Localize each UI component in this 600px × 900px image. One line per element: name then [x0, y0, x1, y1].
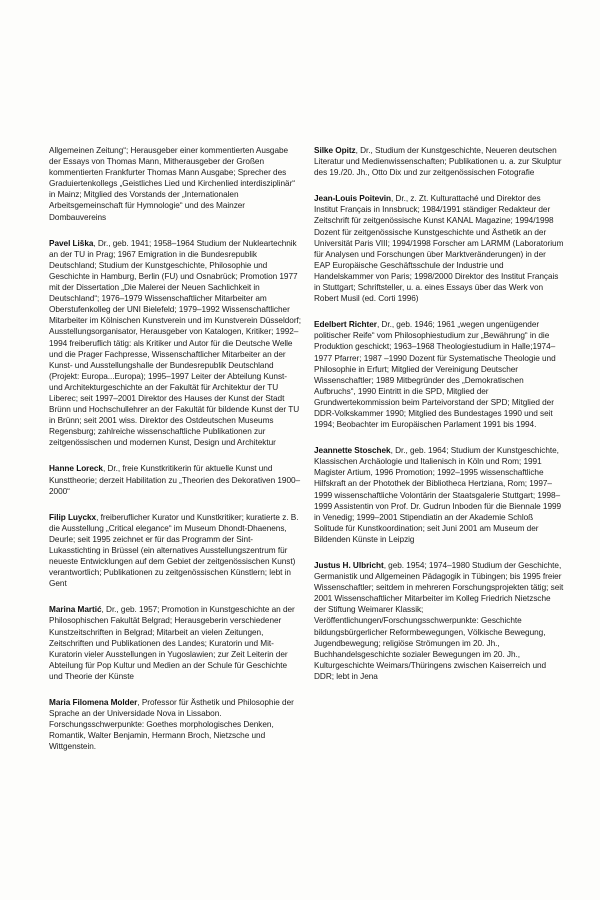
- bio-name: Edelbert Richter: [314, 320, 377, 330]
- left-column: [49, 145, 301, 768]
- bio-entry-martic: [49, 604, 301, 682]
- right-column: [314, 145, 564, 697]
- bio-entry-molder: [49, 697, 301, 752]
- bio-text: , freiberuflicher Kurator und Kunstkritiker; kuratierte z. B. die Ausstellung „Critical elegance“ im Museum Dhondt-Dhaenens, Deurle; seit 1995 zeichnet er für das Programm der Sint-Lukasstichting in Brüssel (ein alternatives Ausstellungszentrum für neueste Entwicklungen auf dem Gebiet der zeitgenössischen Kunst) verantwortlich; Publikationen zu zeitgenössischen Künstlern; lebt in Gent: [49, 512, 299, 589]
- bio-entry-stoschek: [314, 445, 564, 545]
- bio-text: , Dr., geb. 1941; 1958–1964 Studium der Nukleartechnik an der TU in Prag; 1967 Emigration in die Bundesrepublik Deutschland; Studium der Kunstgeschichte, Philosophie und Geschichte in Hamburg, Berlin (FU) und Osnabrück; Promotion 1977 mit der Dissertation „Die Malerei der Neuen Sachlichkeit in Deutschland“; 1976–1979 Wissenschaftlicher Mitarbeiter am Oberstufenkolleg der UNI Bielefeld; 1979–1992 Wissenschaftlicher Mitarbeiter im Kölnischen Kunstverein und im Kunstverein Düsseldorf; Ausstellungsorganisator, Herausgeber von Katalogen, Kritiker; 1992–1994 freiberuflich tätig: als Kritiker und Autor für die Deutsche Welle und die Prager Fachpresse, Wissenschaftlicher Mitarbeiter an der Kunst- und Ausstellungshalle der Bundesrepublik Deutschland (Projekt: Europa...Europa); 1995–1997 Leiter der Abteilung Kunst- und Architekturgeschichte an der Fakultät für Architektur der TU Liberec; seit 1997–2001 Direktor des Hauses der Kunst der Stadt Brünn und Hochschullehrer an der Fakultät für bildende Kunst der TU in Brünn; seit 2001 wiss. Direktor des Ostdeutschen Museums Regensburg; zahlreiche wissenschaftliche Publikationen zur zeitgenössischen und modernen Kunst, Design und Architektur: [49, 238, 302, 448]
- bio-text: , Dr., geb. 1964; Studium der Kunstgeschichte, Klassischen Archäologie und Italienisch in Köln und Rom; 1991 Magister Artium, 1996 Promotion; 1992–1995 wissenschaftliche Hilfskraft an der Photothek der Bibliotheca Hertziana, Rom; 1997–1999 wissenschaftliche Volontärin der Staatsgalerie Stuttgart; 1998–1999 Assistentin von Prof. Dr. Gudrun Inboden für die Biennale 1999 in Venedig; 1999–2001 Stipendiatin an der Akademie Schloß Solitude für Kunstkoordination; seit Juni 2001 am Museum der Bildenden Künste in Leipzig: [314, 446, 562, 544]
- bio-text: , Professor für Ästhetik und Philosophie der Sprache an der Universidade Nova in Lissabon. Forschungsschwerpunkte: Goethes morphologisches Denken, Romantik, Walter Benjamin, Hermann Broch, Nietzsche und Wittgenstein.: [49, 698, 294, 752]
- bio-entry-luyckx: [49, 512, 301, 590]
- bio-name: Marina Martić: [49, 605, 102, 615]
- bio-name: Hanne Loreck: [49, 464, 103, 474]
- bio-text: Allgemeinen Zeitung“; Herausgeber einer kommentierten Ausgabe der Essays von Thomas Mann, Mitherausgeber der Großen kommentierten Frankfurter Thomas Mann Ausgabe; Sprecher des Graduiertenkollegs „Geistliches Lied und Kirchenlied interdisziplinär“ in Mainz; Mitglied des Vorstands der „Internationalen Arbeitsgemeinschaft für Hymnologie“ und des Mainzer Dombauvereins: [49, 146, 295, 222]
- bio-name: Jeannette Stoschek: [314, 446, 391, 456]
- bio-entry-richter: [314, 319, 564, 430]
- bio-name: Maria Filomena Molder: [49, 698, 138, 708]
- bio-entry-opitz: [314, 145, 564, 178]
- bio-entry-ulbricht: [314, 560, 564, 682]
- bio-name: Justus H. Ulbricht: [314, 561, 384, 570]
- bio-text: , Dr., geb. 1957; Promotion in Kunstgeschichte an der Philosophischen Fakultät Belgrad; Herausgeberin verschiedener Kunstzeitschriften in Belgrad; Mitarbeit an vielen Zeitungen, Zeitschriften und Publikationen des Landes; Kuratorin und Mit-Kuratorin vieler Ausstellungen in Yugoslawien; zur Zeit Leiterin der Abteilung für Pop Kultur und Medien an der Schule für Geschichte und Theorie der Künste: [49, 605, 295, 681]
- bio-name: Jean-Louis Poitevin: [314, 194, 391, 204]
- bio-text: , Dr., Studium der Kunstgeschichte, Neueren deutschen Literatur und Medienwissenschaften; Publikationen u. a. zur Skulptur des 19./20. Jh., Otto Dix und zur zeitgenössischen Fotografie: [314, 146, 562, 178]
- bio-entry-continuation: [49, 145, 301, 223]
- bio-text: , Dr., geb. 1946; 1961 „wegen ungenügender politischer Reife“ vom Philosophiestudium zur „Bewährung“ in die Produktion geschickt; 1963–1968 Theologiestudium in Halle;1974–1977 Pfarrer; 1987 –1990 Dozent für Systematische Theologie und Philosophie in Erfurt; Mitglied der Vereinigung Deutscher Wissenschaftler; 1989 Mitbegründer des „Demokratischen Aufbruchs“, 1990 Eintritt in die SPD, Mitglied der Grundwertekommission beim Parteivorstand der SPD; Mitglied der DDR-Volkskammer 1990; Mitglied des Bundestages 1990 und seit 1994; Beobachter im Europäischen Parlament 1991 bis 1994.: [314, 320, 556, 430]
- bio-entry-liska: [49, 238, 301, 449]
- bio-text: , Dr., z. Zt. Kulturattaché und Direktor des Institut Français in Innsbruck; 1984/1991 ständiger Redakteur der Zeitschrift für zeitgenössische Kunst KANAL Magazine; 1994/1998 Dozent für zeitgenössische Kunstgeschichte und Ästhetik an der Universität Paris VIII; 1994/1998 Forscher am LARMM (Laboratorium für Analysen und Forschungen über Marktveränderungen) in der EAP Europäische Geschäftsschule der Industrie und Handelskammer von Paris; 1998/2000 Direktor des Institut Français in Stuttgart; Schriftsteller, u. a. eines Essays über das Werk von Robert Musil (ed. Corti 1996): [314, 194, 564, 304]
- bio-text: , geb. 1954; 1974–1980 Studium der Geschichte, Germanistik und Allgemeinen Pädagogik in Tübingen; bis 1995 freier Wissenschaftler; seitdem in mehreren Forschungsprojekten tätig; seit 2001 Wissenschaftlicher Mitarbeiter im Kolleg Friedrich Nietzsche der Stiftung Weimarer Klassik; Veröffentlichungen/Forschungsschwerpunkte: Geschichte bildungsbürgerlicher Reformbewegungen, Völkische Bewegung, Jugendbewegung; religiöse Strömungen im 20. Jh., Buchhandelsgeschichte sozialer Bewegungen im 20. Jh., Kulturgeschichte Weimars/Thüringens zwischen Kaiserreich und DDR; lebt in Jena: [314, 561, 564, 681]
- bio-entry-loreck: [49, 463, 301, 496]
- bio-entry-poitevin: [314, 193, 564, 304]
- bio-text: , Dr., freie Kunstkritikerin für aktuelle Kunst und Kunsttheorie; derzeit Habilitation zu „Theorien des Dekorativen 1900–2000“: [49, 464, 301, 496]
- bio-name: Silke Opitz: [314, 146, 356, 155]
- bio-name: Filip Luyckx: [49, 512, 97, 522]
- bio-name: Pavel Liška: [49, 238, 94, 248]
